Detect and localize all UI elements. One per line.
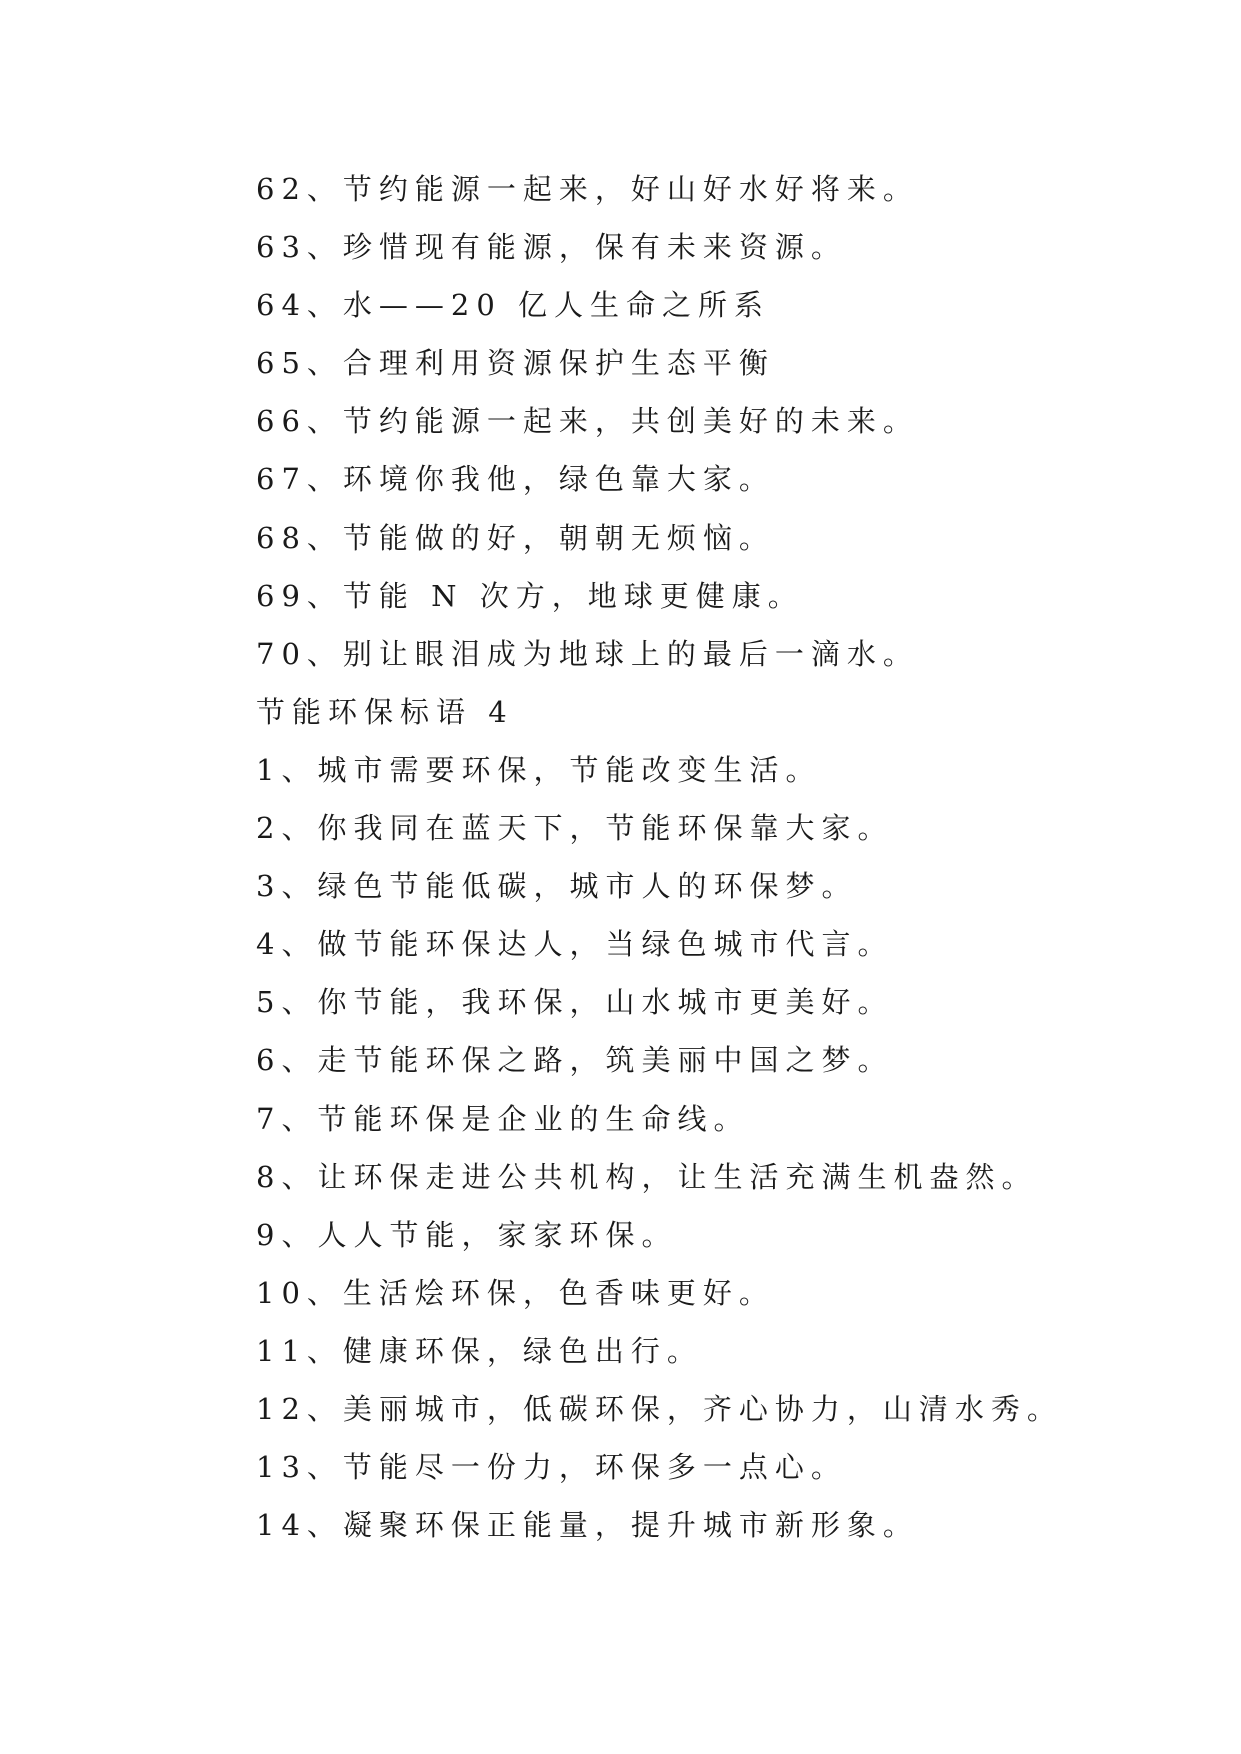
slogan-line: 14、凝聚环保正能量，提升城市新形象。 bbox=[256, 1508, 919, 1543]
slogan-line: 11、健康环保，绿色出行。 bbox=[256, 1333, 703, 1368]
slogan-line: 4、做节能环保达人，当绿色城市代言。 bbox=[256, 927, 894, 962]
slogan-line: 12、美丽城市，低碳环保，齐心协力，山清水秀。 bbox=[256, 1391, 1063, 1426]
slogan-line: 8、让环保走进公共机构，让生活充满生机盎然。 bbox=[256, 1159, 1038, 1194]
slogan-line: 2、你我同在蓝天下，节能环保靠大家。 bbox=[256, 811, 894, 846]
document-body bbox=[256, 160, 1196, 1554]
slogan-line: 6、走节能环保之路，筑美丽中国之梦。 bbox=[256, 1043, 894, 1078]
slogan-line: 10、生活烩环保，色香味更好。 bbox=[256, 1275, 775, 1310]
slogan-line: 7、节能环保是企业的生命线。 bbox=[256, 1101, 750, 1136]
slogan-line: 5、你节能，我环保，山水城市更美好。 bbox=[256, 985, 894, 1020]
slogan-line: 68、节能做的好，朝朝无烦恼。 bbox=[256, 520, 775, 555]
slogan-line: 3、绿色节能低碳，城市人的环保梦。 bbox=[256, 869, 858, 904]
slogan-line: 66、节约能源一起来，共创美好的未来。 bbox=[256, 404, 919, 439]
slogan-line: 1、城市需要环保，节能改变生活。 bbox=[256, 752, 822, 787]
slogan-line: 63、珍惜现有能源，保有未来资源。 bbox=[256, 230, 847, 265]
slogan-line: 65、合理利用资源保护生态平衡 bbox=[256, 346, 775, 381]
slogan-line: 64、水——20 亿人生命之所系 bbox=[256, 288, 771, 323]
slogan-line: 9、人人节能，家家环保。 bbox=[256, 1217, 678, 1252]
slogan-line: 69、节能 N 次方，地球更健康。 bbox=[256, 578, 804, 613]
slogan-line: 62、节约能源一起来，好山好水好将来。 bbox=[256, 172, 919, 206]
slogan-line: 70、别让眼泪成为地球上的最后一滴水。 bbox=[256, 636, 919, 671]
section-heading: 节能环保标语 4 bbox=[256, 694, 514, 729]
slogan-line: 67、环境你我他，绿色靠大家。 bbox=[256, 462, 775, 497]
slogan-line: 13、节能尽一份力，环保多一点心。 bbox=[256, 1450, 847, 1485]
